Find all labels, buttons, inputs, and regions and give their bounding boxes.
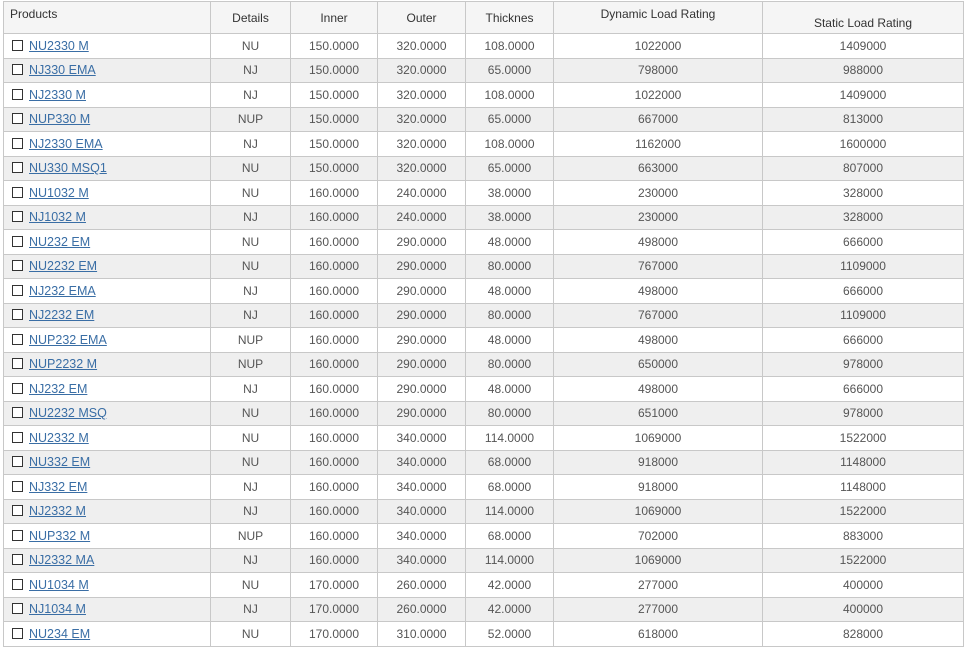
- header-products[interactable]: Products: [4, 2, 211, 34]
- select-product-checkbox[interactable]: [12, 89, 23, 100]
- thickness-cell: 80.0000: [466, 254, 554, 279]
- static-load-rating-cell: 1109000: [763, 303, 964, 328]
- outer-diameter-cell: 320.0000: [378, 132, 466, 157]
- product-cell: [4, 573, 211, 598]
- outer-diameter-cell: 320.0000: [378, 107, 466, 132]
- inner-diameter-cell: 160.0000: [291, 254, 378, 279]
- table-row: [4, 328, 964, 353]
- product-link[interactable]: NJ332 EM: [29, 479, 88, 494]
- product-cell: [4, 303, 211, 328]
- inner-diameter-cell: 170.0000: [291, 573, 378, 598]
- product-link[interactable]: NJ2332 M: [29, 504, 86, 519]
- product-link[interactable]: NU332 EM: [29, 455, 91, 470]
- product-link[interactable]: NU2232 EM: [29, 259, 98, 274]
- select-product-checkbox[interactable]: [12, 334, 23, 345]
- static-load-rating-cell: 666000: [763, 230, 964, 255]
- details-cell: NU: [211, 573, 291, 598]
- select-product-checkbox[interactable]: [12, 554, 23, 565]
- dynamic-load-rating-cell: 767000: [554, 303, 763, 328]
- thickness-cell: 42.0000: [466, 597, 554, 622]
- product-cell: [4, 548, 211, 573]
- product-cell: [4, 597, 211, 622]
- thickness-cell: 65.0000: [466, 58, 554, 83]
- product-link[interactable]: NU234 EM: [29, 626, 91, 641]
- details-cell: NJ: [211, 132, 291, 157]
- header-static-load-rating[interactable]: Static Load Rating: [763, 2, 964, 34]
- outer-diameter-cell: 240.0000: [378, 205, 466, 230]
- select-product-checkbox[interactable]: [12, 603, 23, 614]
- thickness-cell: 108.0000: [466, 34, 554, 59]
- table-row: [4, 524, 964, 549]
- select-product-checkbox[interactable]: [12, 187, 23, 198]
- product-cell: [4, 524, 211, 549]
- outer-diameter-cell: 320.0000: [378, 34, 466, 59]
- details-cell: NUP: [211, 328, 291, 353]
- outer-diameter-cell: 260.0000: [378, 573, 466, 598]
- details-cell: NJ: [211, 377, 291, 402]
- product-link[interactable]: NJ2330 EMA: [29, 136, 103, 151]
- table-row: [4, 254, 964, 279]
- product-cell: [4, 132, 211, 157]
- product-link[interactable]: NJ2330 M: [29, 87, 86, 102]
- thickness-cell: 108.0000: [466, 83, 554, 108]
- select-product-checkbox[interactable]: [12, 530, 23, 541]
- dynamic-load-rating-cell: 1069000: [554, 499, 763, 524]
- table-row: [4, 279, 964, 304]
- header-thickness[interactable]: Thicknes: [466, 2, 554, 34]
- thickness-cell: 38.0000: [466, 205, 554, 230]
- details-cell: NJ: [211, 205, 291, 230]
- product-cell: [4, 475, 211, 500]
- static-load-rating-cell: 666000: [763, 328, 964, 353]
- details-cell: NUP: [211, 107, 291, 132]
- details-cell: NJ: [211, 279, 291, 304]
- select-product-checkbox[interactable]: [12, 481, 23, 492]
- dynamic-load-rating-cell: 1069000: [554, 426, 763, 451]
- static-load-rating-cell: 828000: [763, 622, 964, 647]
- details-cell: NJ: [211, 303, 291, 328]
- product-cell: [4, 205, 211, 230]
- static-load-rating-cell: 1148000: [763, 450, 964, 475]
- inner-diameter-cell: 150.0000: [291, 132, 378, 157]
- table-row: [4, 622, 964, 647]
- details-cell: NU: [211, 181, 291, 206]
- dynamic-load-rating-cell: 650000: [554, 352, 763, 377]
- dynamic-load-rating-cell: 798000: [554, 58, 763, 83]
- table-header: [4, 2, 964, 34]
- static-load-rating-cell: 813000: [763, 107, 964, 132]
- details-cell: NU: [211, 426, 291, 451]
- inner-diameter-cell: 160.0000: [291, 524, 378, 549]
- table-row: [4, 548, 964, 573]
- static-load-rating-cell: 1522000: [763, 548, 964, 573]
- outer-diameter-cell: 310.0000: [378, 622, 466, 647]
- thickness-cell: 68.0000: [466, 475, 554, 500]
- inner-diameter-cell: 160.0000: [291, 475, 378, 500]
- dynamic-load-rating-cell: 230000: [554, 205, 763, 230]
- table-row: [4, 377, 964, 402]
- product-link[interactable]: NUP232 EMA: [29, 332, 107, 347]
- static-load-rating-cell: 883000: [763, 524, 964, 549]
- static-load-rating-cell: 1522000: [763, 426, 964, 451]
- dynamic-load-rating-cell: 277000: [554, 597, 763, 622]
- thickness-cell: 114.0000: [466, 548, 554, 573]
- select-product-checkbox[interactable]: [12, 285, 23, 296]
- dynamic-load-rating-cell: 230000: [554, 181, 763, 206]
- select-product-checkbox[interactable]: [12, 407, 23, 418]
- inner-diameter-cell: 160.0000: [291, 205, 378, 230]
- table-row: [4, 426, 964, 451]
- outer-diameter-cell: 340.0000: [378, 426, 466, 451]
- details-cell: NU: [211, 230, 291, 255]
- select-product-checkbox[interactable]: [12, 432, 23, 443]
- table-row: [4, 83, 964, 108]
- product-link[interactable]: NJ1032 M: [29, 210, 86, 225]
- details-cell: NJ: [211, 499, 291, 524]
- dynamic-load-rating-cell: 277000: [554, 573, 763, 598]
- outer-diameter-cell: 260.0000: [378, 597, 466, 622]
- select-product-checkbox[interactable]: [12, 162, 23, 173]
- outer-diameter-cell: 290.0000: [378, 230, 466, 255]
- header-row: [4, 2, 964, 34]
- product-cell: [4, 352, 211, 377]
- outer-diameter-cell: 340.0000: [378, 450, 466, 475]
- inner-diameter-cell: 160.0000: [291, 377, 378, 402]
- table-row: [4, 230, 964, 255]
- static-load-rating-cell: 978000: [763, 352, 964, 377]
- inner-diameter-cell: 160.0000: [291, 328, 378, 353]
- static-load-rating-cell: 1600000: [763, 132, 964, 157]
- select-product-checkbox[interactable]: [12, 260, 23, 271]
- product-link[interactable]: NUP2232 M: [29, 357, 98, 372]
- table-row: [4, 107, 964, 132]
- outer-diameter-cell: 340.0000: [378, 524, 466, 549]
- static-load-rating-cell: 666000: [763, 377, 964, 402]
- table-row: [4, 352, 964, 377]
- static-load-rating-cell: 400000: [763, 573, 964, 598]
- static-load-rating-cell: 1522000: [763, 499, 964, 524]
- select-product-checkbox[interactable]: [12, 113, 23, 124]
- product-link[interactable]: NUP332 M: [29, 528, 91, 543]
- details-cell: NUP: [211, 524, 291, 549]
- details-cell: NJ: [211, 548, 291, 573]
- product-cell: [4, 156, 211, 181]
- thickness-cell: 68.0000: [466, 450, 554, 475]
- details-cell: NJ: [211, 597, 291, 622]
- thickness-cell: 68.0000: [466, 524, 554, 549]
- thickness-cell: 65.0000: [466, 156, 554, 181]
- details-cell: NU: [211, 254, 291, 279]
- product-cell: [4, 34, 211, 59]
- details-cell: NU: [211, 401, 291, 426]
- thickness-cell: 80.0000: [466, 303, 554, 328]
- details-cell: NU: [211, 156, 291, 181]
- header-outer[interactable]: Outer: [378, 2, 466, 34]
- table-row: [4, 573, 964, 598]
- table-row: [4, 132, 964, 157]
- table-row: [4, 205, 964, 230]
- product-link[interactable]: NJ2232 EM: [29, 308, 95, 323]
- table-row: [4, 450, 964, 475]
- product-cell: [4, 83, 211, 108]
- table-body: [4, 34, 964, 647]
- product-cell: [4, 377, 211, 402]
- table-row: [4, 58, 964, 83]
- select-product-checkbox[interactable]: [12, 138, 23, 149]
- inner-diameter-cell: 160.0000: [291, 303, 378, 328]
- product-link[interactable]: NJ330 EMA: [29, 63, 96, 78]
- inner-diameter-cell: 160.0000: [291, 548, 378, 573]
- product-cell: [4, 254, 211, 279]
- outer-diameter-cell: 290.0000: [378, 328, 466, 353]
- inner-diameter-cell: 160.0000: [291, 279, 378, 304]
- thickness-cell: 65.0000: [466, 107, 554, 132]
- dynamic-load-rating-cell: 618000: [554, 622, 763, 647]
- inner-diameter-cell: 160.0000: [291, 499, 378, 524]
- details-cell: NU: [211, 34, 291, 59]
- header-details[interactable]: Details: [211, 2, 291, 34]
- product-link[interactable]: NJ1034 M: [29, 602, 86, 617]
- outer-diameter-cell: 290.0000: [378, 352, 466, 377]
- select-product-checkbox[interactable]: [12, 579, 23, 590]
- outer-diameter-cell: 240.0000: [378, 181, 466, 206]
- product-link[interactable]: NU2232 MSQ: [29, 406, 107, 421]
- table-row: [4, 181, 964, 206]
- select-product-checkbox[interactable]: [12, 628, 23, 639]
- product-cell: [4, 622, 211, 647]
- product-cell: [4, 181, 211, 206]
- table-row: [4, 597, 964, 622]
- static-load-rating-cell: 807000: [763, 156, 964, 181]
- details-cell: NU: [211, 450, 291, 475]
- details-cell: NJ: [211, 58, 291, 83]
- inner-diameter-cell: 160.0000: [291, 401, 378, 426]
- thickness-cell: 80.0000: [466, 401, 554, 426]
- thickness-cell: 48.0000: [466, 279, 554, 304]
- table-row: [4, 401, 964, 426]
- outer-diameter-cell: 340.0000: [378, 499, 466, 524]
- static-load-rating-cell: 666000: [763, 279, 964, 304]
- outer-diameter-cell: 320.0000: [378, 83, 466, 108]
- inner-diameter-cell: 150.0000: [291, 156, 378, 181]
- select-product-checkbox[interactable]: [12, 211, 23, 222]
- product-cell: [4, 279, 211, 304]
- table-row: [4, 475, 964, 500]
- static-load-rating-cell: 1409000: [763, 83, 964, 108]
- dynamic-load-rating-cell: 651000: [554, 401, 763, 426]
- static-load-rating-cell: 988000: [763, 58, 964, 83]
- dynamic-load-rating-cell: 767000: [554, 254, 763, 279]
- select-product-checkbox[interactable]: [12, 383, 23, 394]
- product-link[interactable]: NJ232 EMA: [29, 283, 96, 298]
- product-link[interactable]: NU1034 M: [29, 577, 89, 592]
- inner-diameter-cell: 160.0000: [291, 181, 378, 206]
- product-cell: [4, 450, 211, 475]
- product-link[interactable]: NUP330 M: [29, 112, 91, 127]
- table-row: [4, 303, 964, 328]
- inner-diameter-cell: 160.0000: [291, 230, 378, 255]
- table-row: [4, 34, 964, 59]
- dynamic-load-rating-cell: 663000: [554, 156, 763, 181]
- thickness-cell: 48.0000: [466, 328, 554, 353]
- details-cell: NJ: [211, 83, 291, 108]
- dynamic-load-rating-cell: 1069000: [554, 548, 763, 573]
- inner-diameter-cell: 150.0000: [291, 58, 378, 83]
- outer-diameter-cell: 290.0000: [378, 254, 466, 279]
- details-cell: NJ: [211, 475, 291, 500]
- dynamic-load-rating-cell: 918000: [554, 475, 763, 500]
- product-link[interactable]: NU2330 M: [29, 38, 89, 53]
- thickness-cell: 38.0000: [466, 181, 554, 206]
- product-link[interactable]: NU232 EM: [29, 234, 91, 249]
- outer-diameter-cell: 290.0000: [378, 401, 466, 426]
- table-row: [4, 156, 964, 181]
- thickness-cell: 48.0000: [466, 230, 554, 255]
- product-link[interactable]: NU330 MSQ1: [29, 161, 107, 176]
- static-load-rating-cell: 1409000: [763, 34, 964, 59]
- outer-diameter-cell: 290.0000: [378, 377, 466, 402]
- product-link[interactable]: NU2332 M: [29, 430, 89, 445]
- inner-diameter-cell: 160.0000: [291, 450, 378, 475]
- product-cell: [4, 230, 211, 255]
- product-cell: [4, 499, 211, 524]
- thickness-cell: 114.0000: [466, 426, 554, 451]
- select-product-checkbox[interactable]: [12, 358, 23, 369]
- select-product-checkbox[interactable]: [12, 64, 23, 75]
- outer-diameter-cell: 290.0000: [378, 279, 466, 304]
- details-cell: NUP: [211, 352, 291, 377]
- dynamic-load-rating-cell: 1162000: [554, 132, 763, 157]
- header-inner[interactable]: Inner: [291, 2, 378, 34]
- static-load-rating-cell: 978000: [763, 401, 964, 426]
- select-product-checkbox[interactable]: [12, 236, 23, 247]
- product-cell: [4, 328, 211, 353]
- inner-diameter-cell: 170.0000: [291, 622, 378, 647]
- dynamic-load-rating-cell: 498000: [554, 377, 763, 402]
- product-cell: [4, 401, 211, 426]
- thickness-cell: 52.0000: [466, 622, 554, 647]
- product-cell: [4, 426, 211, 451]
- outer-diameter-cell: 320.0000: [378, 156, 466, 181]
- product-cell: [4, 107, 211, 132]
- thickness-cell: 42.0000: [466, 573, 554, 598]
- select-product-checkbox[interactable]: [12, 309, 23, 320]
- static-load-rating-cell: 1109000: [763, 254, 964, 279]
- outer-diameter-cell: 290.0000: [378, 303, 466, 328]
- inner-diameter-cell: 170.0000: [291, 597, 378, 622]
- outer-diameter-cell: 320.0000: [378, 58, 466, 83]
- inner-diameter-cell: 160.0000: [291, 426, 378, 451]
- product-link[interactable]: NU1032 M: [29, 185, 89, 200]
- outer-diameter-cell: 340.0000: [378, 475, 466, 500]
- dynamic-load-rating-cell: 1022000: [554, 34, 763, 59]
- details-cell: NU: [211, 622, 291, 647]
- static-load-rating-cell: 400000: [763, 597, 964, 622]
- inner-diameter-cell: 150.0000: [291, 83, 378, 108]
- thickness-cell: 48.0000: [466, 377, 554, 402]
- product-link[interactable]: NJ2332 MA: [29, 553, 95, 568]
- thickness-cell: 114.0000: [466, 499, 554, 524]
- dynamic-load-rating-cell: 1022000: [554, 83, 763, 108]
- product-cell: [4, 58, 211, 83]
- product-link[interactable]: NJ232 EM: [29, 381, 88, 396]
- dynamic-load-rating-cell: 498000: [554, 279, 763, 304]
- dynamic-load-rating-cell: 667000: [554, 107, 763, 132]
- inner-diameter-cell: 160.0000: [291, 352, 378, 377]
- header-dynamic-load-rating[interactable]: Dynamic Load Rating: [554, 2, 763, 34]
- static-load-rating-cell: 328000: [763, 205, 964, 230]
- static-load-rating-cell: 1148000: [763, 475, 964, 500]
- select-product-checkbox[interactable]: [12, 40, 23, 51]
- table-row: [4, 499, 964, 524]
- thickness-cell: 80.0000: [466, 352, 554, 377]
- products-table: [3, 1, 964, 647]
- dynamic-load-rating-cell: 498000: [554, 230, 763, 255]
- dynamic-load-rating-cell: 702000: [554, 524, 763, 549]
- select-product-checkbox[interactable]: [12, 505, 23, 516]
- dynamic-load-rating-cell: 498000: [554, 328, 763, 353]
- inner-diameter-cell: 150.0000: [291, 107, 378, 132]
- static-load-rating-cell: 328000: [763, 181, 964, 206]
- thickness-cell: 108.0000: [466, 132, 554, 157]
- select-product-checkbox[interactable]: [12, 456, 23, 467]
- outer-diameter-cell: 340.0000: [378, 548, 466, 573]
- dynamic-load-rating-cell: 918000: [554, 450, 763, 475]
- inner-diameter-cell: 150.0000: [291, 34, 378, 59]
